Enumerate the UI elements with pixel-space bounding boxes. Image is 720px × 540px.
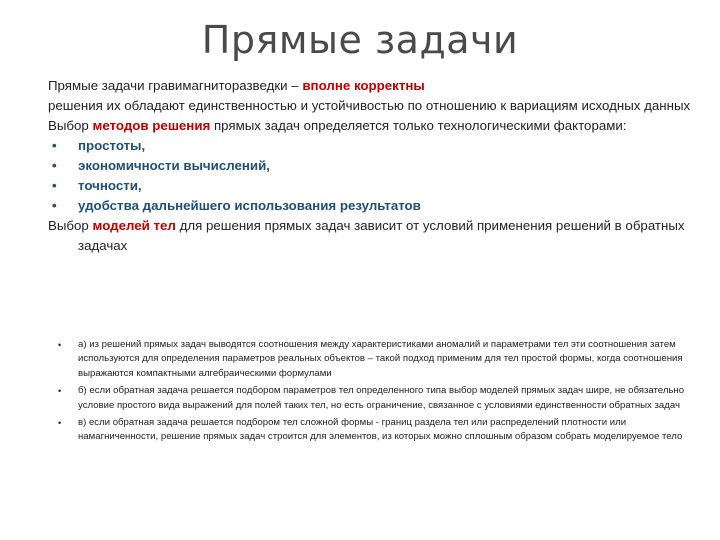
detail-text: а) из решений прямых задач выводятся соотношения между характеристиками аномалий и параметрами тел эти соотношения затем используются для определения параметров реальных объектов – такой подход применим для тел простой формы, когда соотношения выражаются компактными алгебраическими формулами	[78, 339, 683, 379]
detail-item	[48, 416, 688, 445]
bullet-item	[48, 156, 698, 176]
paragraph-uniqueness: решения их обладают единственностью и устойчивостью по отношению к вариациям исходных данных	[48, 98, 691, 113]
p4-suffix: для решения прямых задач зависит от условий применения решений в обратных задачах	[78, 218, 685, 253]
p3-highlight: методов решения	[92, 118, 211, 133]
detail-list	[48, 338, 688, 448]
paragraph-method-choice	[48, 116, 698, 136]
bullet-dot: •	[52, 198, 57, 213]
detail-bullet: •	[58, 386, 62, 397]
paragraph-forward-problems	[48, 76, 698, 96]
detail-item	[48, 338, 688, 381]
bullet-item	[48, 196, 698, 216]
bullet-item	[48, 136, 698, 156]
slide-title: Прямые задачи	[201, 18, 519, 62]
bullet-text: удобства дальнейшего использования результатов	[78, 198, 421, 213]
p1-highlight: вполне корректны	[302, 78, 425, 93]
paragraph-model-choice	[48, 216, 698, 256]
p3-suffix: прямых задач определяется только технологическими факторами:	[210, 118, 627, 133]
bullet-dot: •	[52, 158, 57, 173]
p1-prefix: Прямые задачи гравимагниторазведки –	[48, 78, 303, 93]
p4-prefix: Выбор	[48, 218, 93, 233]
main-content	[48, 76, 698, 256]
bullet-dot: •	[52, 138, 57, 153]
bullet-text: экономичности вычислений,	[78, 158, 270, 173]
detail-bullet: •	[58, 340, 62, 350]
detail-item	[48, 384, 688, 413]
detail-text: б) если обратная задача решается подбором параметров тел определенного типа выбор моделей прямых задач шире, не обязательно условие простого вида выражений для полей таких тел, но есть ограничение, связанное с условиями единственности обратных задач	[78, 385, 685, 411]
bullet-dot: •	[52, 178, 57, 193]
bullet-text: простоты,	[78, 138, 146, 153]
bullet-text: точности,	[78, 178, 142, 193]
detail-bullet: •	[58, 418, 62, 429]
p4-highlight: моделей тел	[92, 218, 176, 233]
detail-text: в) если обратная задача решается подбором тел сложной формы - границ раздела тел или распределений плотности или намагниченности, решение прямых задач строится для элементов, из которых можно сплошным образом собрать моделируемое тело	[78, 417, 683, 443]
bullet-item	[48, 176, 698, 196]
p3-prefix: Выбор	[48, 118, 93, 133]
